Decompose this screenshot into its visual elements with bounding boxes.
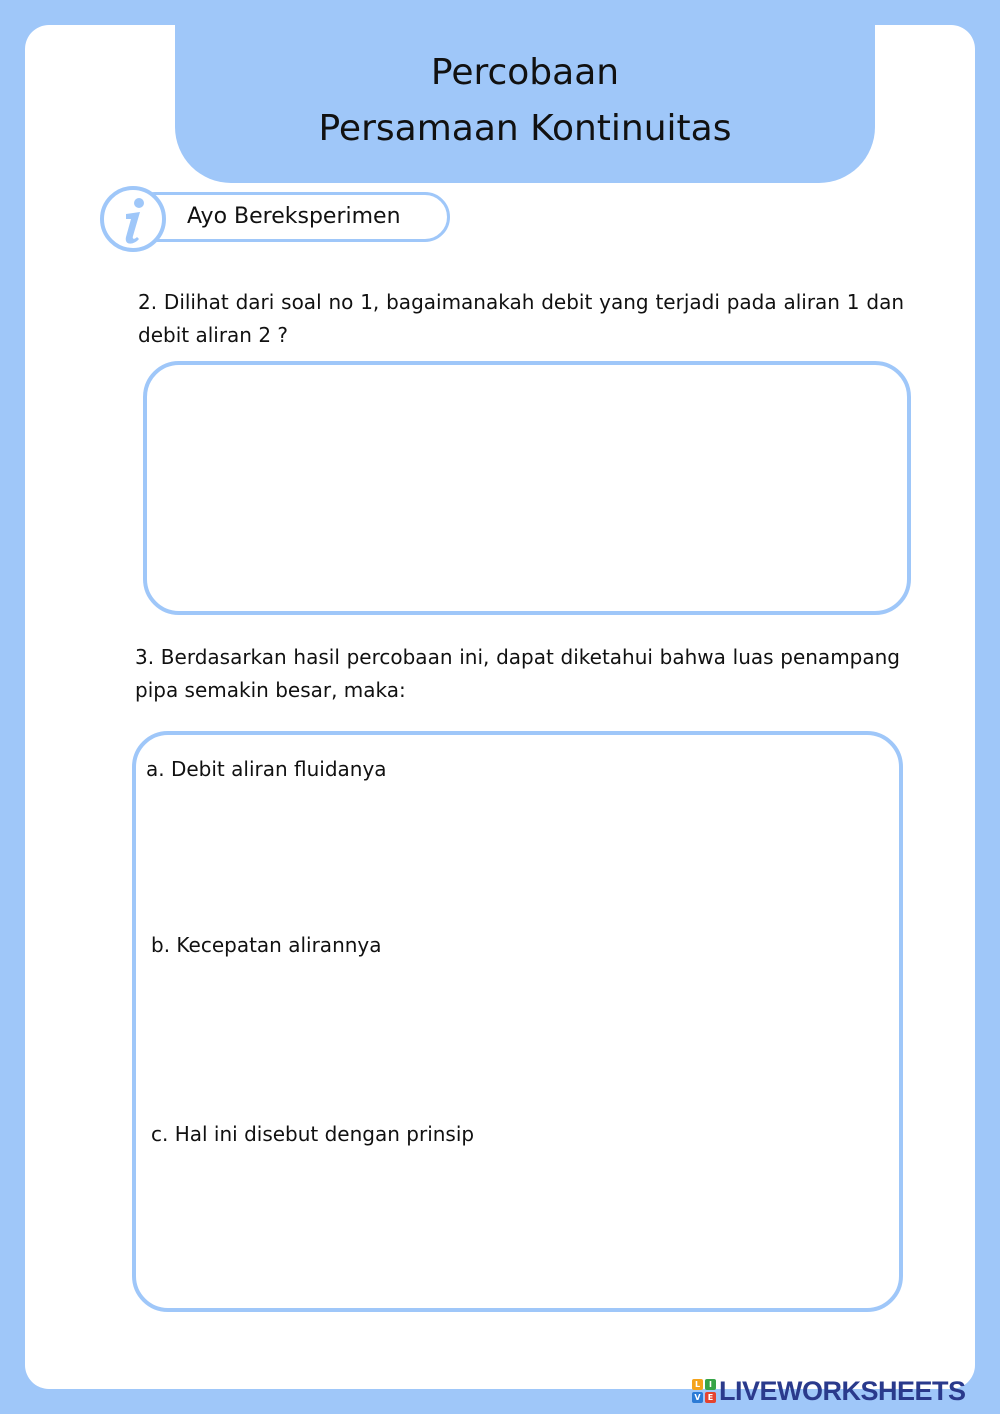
liveworksheets-wordmark: LIVEWORKSHEETS <box>719 1375 966 1406</box>
live-logo-letter-v: V <box>692 1392 703 1403</box>
live-logo-grid <box>692 1379 716 1403</box>
live-logo-letter-e: E <box>705 1392 716 1403</box>
answer-box-question-3[interactable] <box>132 731 903 1312</box>
question-3-item-a: a. Debit aliran fluidanya <box>146 757 387 781</box>
question-3-text: 3. Berdasarkan hasil percobaan ini, dapat diketahui bahwa luas penampang pipa semakin besar, maka: <box>135 645 900 702</box>
page-title-line-2: Persamaan Kontinuitas <box>318 108 732 149</box>
page-title-line-1: Percobaan <box>430 52 620 93</box>
section-heading-pill <box>130 192 450 242</box>
live-logo-letter-l: L <box>692 1379 703 1390</box>
section-heading-label: Ayo Bereksperimen <box>187 204 401 229</box>
question-3-item-b: b. Kecepatan alirannya <box>151 933 382 957</box>
title-banner <box>175 25 875 183</box>
question-2-text: 2. Dilihat dari soal no 1, bagaimanakah debit yang terjadi pada aliran 1 dan debit aliran 2 ? <box>138 290 904 347</box>
question-3-item-c: c. Hal ini disebut dengan prinsip <box>151 1122 475 1146</box>
answer-box-question-2[interactable] <box>143 361 911 615</box>
liveworksheets-logo <box>692 1376 966 1406</box>
live-logo-letter-i: I <box>705 1379 716 1390</box>
info-icon <box>100 186 166 252</box>
